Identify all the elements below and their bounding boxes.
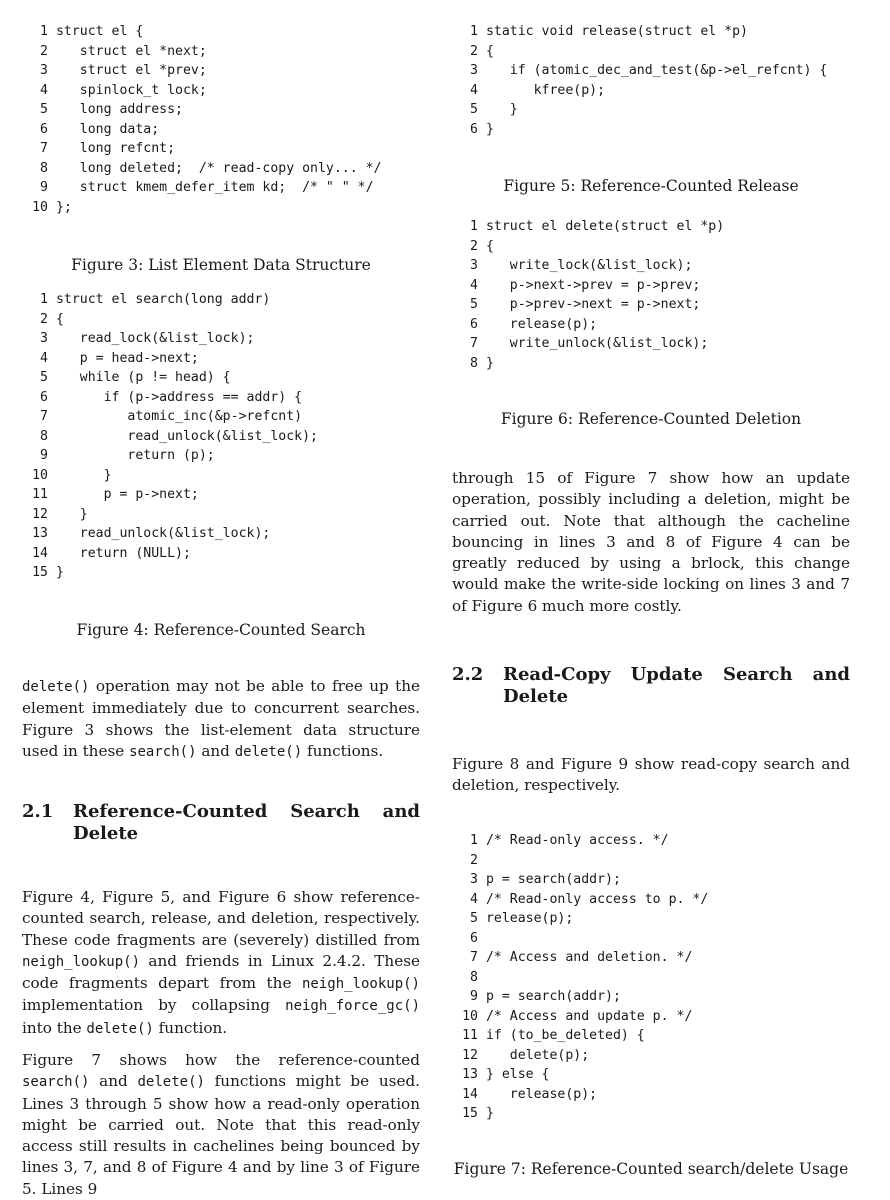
line-number: 13 <box>462 1067 478 1082</box>
code-text: write_unlock(&list_lock); <box>485 336 709 351</box>
code-line <box>452 295 852 315</box>
line-number: 13 <box>32 526 48 541</box>
code-line <box>22 388 422 408</box>
code-text: } <box>485 121 494 137</box>
code-text: long address; <box>55 102 183 117</box>
line-number: 11 <box>32 487 48 502</box>
paragraph-text: functions. <box>302 741 384 760</box>
line-number: 2 <box>470 852 478 868</box>
paragraph-text: into the <box>22 1018 87 1037</box>
code-line <box>22 100 422 120</box>
line-number: 9 <box>470 989 478 1004</box>
section-title: Reference-Counted Search and Delete <box>73 801 420 844</box>
body-paragraph-update-operation: through 15 of Figure 7 show how an update operation, possibly including a deletion, might be carried out. Note that although the cacheline bouncing in lines 3 and 8 of Figure 4 can be greatly reduced by using a brlock, this change would make the write-side locking on lines 3 and 7 of Figure 6 much more costly. <box>452 469 850 615</box>
inline-code: delete() <box>22 679 90 695</box>
body-paragraph-figure-7-usage <box>22 1050 420 1200</box>
code-text: } <box>55 467 112 483</box>
line-number: 7 <box>470 950 478 965</box>
code-text: struct el search(long addr) <box>55 292 271 307</box>
paragraph-text: and <box>89 1072 138 1091</box>
line-number: 6 <box>40 389 48 405</box>
code-text: release(p); <box>485 911 574 926</box>
line-number: 5 <box>40 370 48 385</box>
code-line <box>452 1065 852 1085</box>
line-number: 3 <box>470 258 478 273</box>
paragraph-text: functions might be used. Lines 3 through 5 show how a read-only operation might be carried out. Note that this read-only access still results in cachelines being bounced by lines 3, 7, and 8 of Figure 4 and by line 3 of Figure 5. Lines 9 <box>22 1072 420 1198</box>
code-line <box>22 407 422 427</box>
inline-code: delete() <box>137 1074 205 1091</box>
section-title: Read-Copy Update Search and Delete <box>503 664 850 707</box>
code-line <box>452 217 852 237</box>
code-line <box>452 851 852 871</box>
inline-code: search() <box>129 743 197 760</box>
code-line <box>452 1007 852 1027</box>
figure-3-code-listing <box>22 22 422 217</box>
line-number: 12 <box>32 506 48 522</box>
code-line <box>22 310 422 330</box>
figure-6-code-listing <box>452 217 852 373</box>
code-text: /* Read-only access to p. */ <box>485 891 709 907</box>
line-number: 1 <box>470 24 478 39</box>
code-line <box>22 139 422 159</box>
inline-code: neigh_lookup() <box>22 953 141 970</box>
line-number: 1 <box>470 219 478 234</box>
code-line <box>22 349 422 369</box>
code-text: atomic_inc(&p->refcnt) <box>55 409 303 424</box>
code-text: if (p->address == addr) { <box>55 389 303 405</box>
section-heading-2-1 <box>22 801 420 845</box>
line-number: 10 <box>462 1008 478 1024</box>
figure-6-caption: Figure 6: Reference-Counted Deletion <box>500 410 802 428</box>
line-number: 4 <box>470 277 478 293</box>
code-line <box>452 968 852 988</box>
line-number: 10 <box>32 467 48 483</box>
line-number: 5 <box>470 102 478 117</box>
code-line <box>22 198 422 218</box>
code-line <box>452 276 852 296</box>
code-text: long data; <box>55 121 160 137</box>
inline-code: delete() <box>234 743 303 760</box>
code-text: } <box>55 506 88 522</box>
code-text: release(p); <box>485 316 598 332</box>
paragraph-text: Figure 7 shows how the reference-counted <box>22 1051 420 1069</box>
code-text: struct el *prev; <box>55 63 207 78</box>
line-number: 15 <box>32 565 48 580</box>
paragraph-text: implementation by collapsing <box>22 996 286 1015</box>
line-number: 9 <box>40 180 48 195</box>
code-text: /* Read-only access. */ <box>485 833 669 848</box>
line-number: 3 <box>470 63 478 78</box>
figure-4-caption: Figure 4: Reference-Counted Search <box>76 621 366 639</box>
code-line <box>452 890 852 910</box>
code-text: struct el delete(struct el *p) <box>485 219 725 234</box>
code-text: while (p != head) { <box>55 370 231 385</box>
code-line <box>452 1046 852 1066</box>
code-line <box>452 929 852 949</box>
code-text: } <box>55 565 64 580</box>
code-line <box>452 42 852 62</box>
code-text: p->prev->next = p->next; <box>485 297 701 312</box>
line-number: 6 <box>470 121 478 137</box>
code-line <box>452 354 852 374</box>
paragraph-text: and friends in Linux 2.4.2. These code fragments depart from the <box>22 951 420 993</box>
code-line <box>452 61 852 81</box>
code-line <box>452 909 852 929</box>
code-line <box>22 466 422 486</box>
code-text: } <box>485 1106 494 1121</box>
code-text: struct el { <box>55 24 144 39</box>
code-line <box>22 563 422 583</box>
code-line <box>452 22 852 42</box>
paragraph-text: and <box>196 741 235 760</box>
line-number: 2 <box>40 43 48 59</box>
line-number: 4 <box>470 82 478 98</box>
code-text: p = search(addr); <box>485 989 621 1004</box>
line-number: 1 <box>40 24 48 39</box>
line-number: 10 <box>32 199 48 215</box>
body-paragraph-delete-operation <box>22 676 420 763</box>
code-text: if (to_be_deleted) { <box>485 1028 645 1043</box>
body-paragraph-figures-4-5-6 <box>22 887 420 1040</box>
inline-code: neigh_lookup() <box>301 976 420 993</box>
line-number: 7 <box>40 141 48 156</box>
code-text: p = search(addr); <box>485 872 621 887</box>
line-number: 6 <box>470 930 478 946</box>
line-number: 7 <box>40 409 48 424</box>
inline-code: delete() <box>86 1020 154 1037</box>
line-number: 3 <box>40 331 48 346</box>
code-line <box>452 948 852 968</box>
code-line <box>452 831 852 851</box>
code-text: if (atomic_dec_and_test(&p->el_refcnt) { <box>485 63 828 78</box>
line-number: 3 <box>40 63 48 78</box>
line-number: 9 <box>40 448 48 463</box>
inline-code: search() <box>22 1074 90 1091</box>
line-number: 11 <box>462 1028 478 1043</box>
line-number: 2 <box>470 43 478 59</box>
line-number: 6 <box>470 316 478 332</box>
code-text: /* Access and deletion. */ <box>485 950 693 965</box>
code-line <box>452 256 852 276</box>
code-text: struct el *next; <box>55 43 207 59</box>
section-number: 2.1 <box>22 801 54 822</box>
code-text: write_lock(&list_lock); <box>485 258 693 273</box>
code-line <box>22 81 422 101</box>
code-text: }; <box>55 199 72 215</box>
code-line <box>452 81 852 101</box>
code-text: read_lock(&list_lock); <box>55 331 255 346</box>
line-number: 6 <box>40 121 48 137</box>
code-text: struct kmem_defer_item kd; /* " " */ <box>55 180 374 195</box>
figure-3-caption: Figure 3: List Element Data Structure <box>71 256 371 274</box>
code-line <box>22 61 422 81</box>
code-line <box>22 524 422 544</box>
line-number: 7 <box>470 336 478 351</box>
code-line <box>452 1085 852 1105</box>
line-number: 1 <box>40 292 48 307</box>
line-number: 4 <box>40 350 48 366</box>
code-line <box>452 1026 852 1046</box>
code-line <box>22 544 422 564</box>
code-text: long deleted; /* read-copy only... */ <box>55 160 382 176</box>
code-text: read_unlock(&list_lock); <box>55 428 318 444</box>
code-text: long refcnt; <box>55 141 176 156</box>
code-line <box>22 368 422 388</box>
line-number: 4 <box>40 82 48 98</box>
code-text: { <box>485 238 494 254</box>
line-number: 15 <box>462 1106 478 1121</box>
code-line <box>452 120 852 140</box>
line-number: 12 <box>462 1047 478 1063</box>
line-number: 14 <box>32 545 48 561</box>
figure-5-caption: Figure 5: Reference-Counted Release <box>503 177 799 195</box>
body-paragraph-read-copy-intro: Figure 8 and Figure 9 show read-copy search and deletion, respectively. <box>452 755 850 795</box>
paragraph-text: function. <box>153 1018 228 1037</box>
line-number: 8 <box>40 428 48 444</box>
line-number: 3 <box>470 872 478 887</box>
section-heading-2-2 <box>452 664 850 708</box>
line-number: 8 <box>470 969 478 985</box>
paragraph-text: operation may not be able to free up the element immediately due to concurrent searches. Figure 3 shows the list-element data structure used in these <box>22 677 420 760</box>
line-number: 5 <box>40 102 48 117</box>
code-line <box>22 290 422 310</box>
code-text: } <box>485 355 494 371</box>
section-number: 2.2 <box>452 664 484 685</box>
code-text: { <box>485 43 494 59</box>
line-number: 4 <box>470 891 478 907</box>
code-line <box>22 505 422 525</box>
code-text: p = p->next; <box>55 487 199 502</box>
code-line <box>22 485 422 505</box>
code-line <box>452 334 852 354</box>
code-text: release(p); <box>485 1086 598 1102</box>
code-text: { <box>55 311 64 327</box>
line-number: 1 <box>470 833 478 848</box>
code-text: return (NULL); <box>55 545 191 561</box>
code-line <box>452 100 852 120</box>
line-number: 8 <box>470 355 478 371</box>
line-number: 2 <box>470 238 478 254</box>
line-number: 8 <box>40 160 48 176</box>
code-line <box>452 987 852 1007</box>
code-line <box>452 237 852 257</box>
code-line <box>22 159 422 179</box>
code-text: kfree(p); <box>485 82 606 98</box>
code-text: delete(p); <box>485 1047 590 1063</box>
figure-7-code-listing <box>452 831 852 1124</box>
code-text: static void release(struct el *p) <box>485 24 748 39</box>
code-line <box>22 22 422 42</box>
code-line <box>22 178 422 198</box>
code-text: } <box>485 102 518 117</box>
line-number: 5 <box>470 911 478 926</box>
line-number: 14 <box>462 1086 478 1102</box>
code-text: return (p); <box>55 448 215 463</box>
code-text: } else { <box>485 1067 550 1082</box>
code-line <box>452 315 852 335</box>
code-text: /* Access and update p. */ <box>485 1008 693 1024</box>
code-text: read_unlock(&list_lock); <box>55 526 271 541</box>
code-line <box>22 427 422 447</box>
line-number: 5 <box>470 297 478 312</box>
code-line <box>452 1104 852 1124</box>
code-line <box>22 120 422 140</box>
paragraph-text: Figure 4, Figure 5, and Figure 6 show reference-counted search, release, and deletion, respectively. These code fragments are (severely) distilled from <box>22 888 420 949</box>
inline-code: neigh_force_gc() <box>285 998 420 1015</box>
code-text: spinlock_t lock; <box>55 82 207 98</box>
figure-5-code-listing <box>452 22 852 139</box>
code-line <box>22 446 422 466</box>
code-line <box>22 42 422 62</box>
code-line <box>22 329 422 349</box>
line-number: 2 <box>40 311 48 327</box>
code-text: p = head->next; <box>55 350 199 366</box>
figure-7-caption: Figure 7: Reference-Counted search/delete Usage <box>453 1160 849 1178</box>
code-text: p->next->prev = p->prev; <box>485 277 701 293</box>
code-line <box>452 870 852 890</box>
figure-4-code-listing <box>22 290 422 583</box>
